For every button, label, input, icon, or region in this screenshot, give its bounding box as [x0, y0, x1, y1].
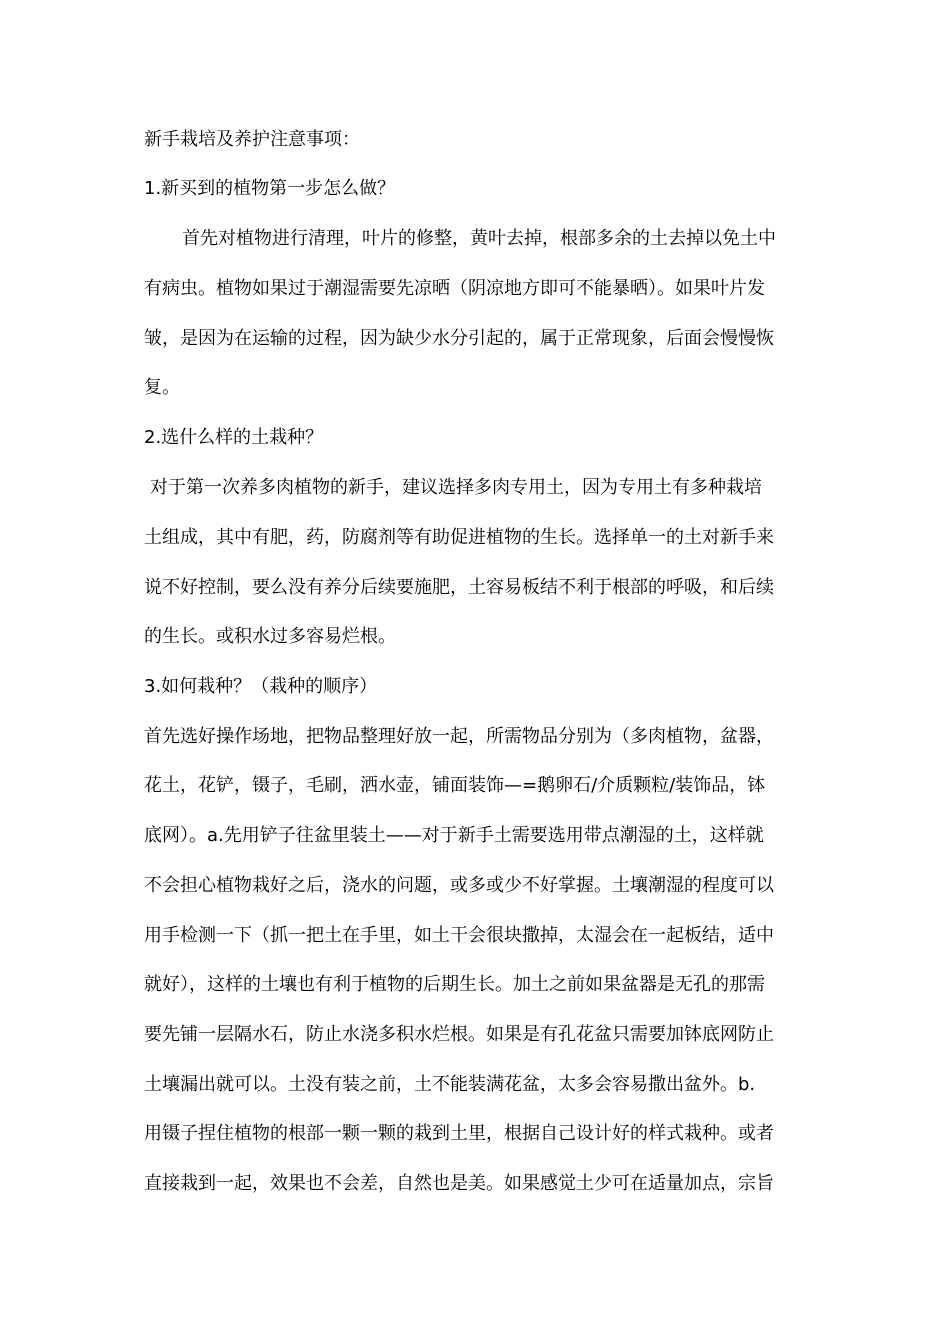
section-3-line-7: 要先铺一层隔水石，防止水浇多积水烂根。如果是有孔花盆只需要加钵底网防止	[144, 1024, 774, 1045]
document-title: 新手栽培及养护注意事项：	[144, 129, 360, 150]
section-2-line-4: 的生长。或积水过多容易烂根。	[144, 626, 396, 647]
section-3-line-4: 不会担心植物栽好之后，浇水的问题，或多或少不好掌握。土壤潮湿的程度可以	[144, 875, 774, 896]
section-1-heading: 1.新买到的植物第一步怎么做？	[144, 178, 396, 199]
section-3-line-5: 用手检测一下（抓一把土在手里，如土干会很块撒掉，太湿会在一起板结，适中	[144, 925, 774, 946]
section-3-line-3: 底网）。a.先用铲子往盆里装土——对于新手土需要选用带点潮湿的土，这样就	[144, 825, 764, 846]
section-3-line-10: 直接栽到一起，效果也不会差，自然也是美。如果感觉土少可在适量加点，宗旨	[144, 1173, 774, 1194]
section-1-line-2: 有病虫。植物如果过于潮湿需要先凉晒（阴凉地方即可不能暴晒）。如果叶片发	[144, 278, 765, 299]
section-1-line-3: 皱，是因为在运输的过程，因为缺少水分引起的，属于正常现象，后面会慢慢恢	[144, 328, 774, 349]
section-2-line-3: 说不好控制，要么没有养分后续要施肥，土容易板结不利于根部的呼吸，和后续	[144, 577, 774, 598]
section-1-line-1: 首先对植物进行清理，叶片的修整，黄叶去掉，根部多余的土去掉以免土中	[182, 228, 776, 249]
section-2-line-1: 对于第一次养多肉植物的新手，建议选择多肉专用土，因为专用土有多种栽培	[150, 477, 762, 498]
section-3-line-8: 土壤漏出就可以。土没有装之前，土不能装满花盆，太多会容易撒出盆外。b.	[144, 1074, 756, 1095]
section-3-line-1: 首先选好操作场地，把物品整理好放一起，所需物品分别为（多肉植物，盆器，	[144, 726, 774, 747]
section-3-line-6: 就好），这样的土壤也有利于植物的后期生长。加土之前如果盆器是无孔的那需	[144, 974, 765, 995]
section-2-line-2: 土组成，其中有肥，药，防腐剂等有助促进植物的生长。选择单一的土对新手来	[144, 527, 774, 548]
section-2-heading: 2.选什么样的土栽种？	[144, 427, 324, 448]
section-1-line-4: 复。	[144, 377, 180, 398]
section-3-line-2: 花土，花铲，镊子，毛刷，洒水壶，铺面装饰—=鹅卵石/介质颗粒/装饰品，钵	[144, 775, 766, 796]
section-3-heading: 3.如何栽种？（栽种的顺序）	[144, 676, 378, 697]
section-3-line-9: 用镊子捏住植物的根部一颗一颗的栽到土里，根据自己设计好的样式栽种。或者	[144, 1123, 774, 1144]
